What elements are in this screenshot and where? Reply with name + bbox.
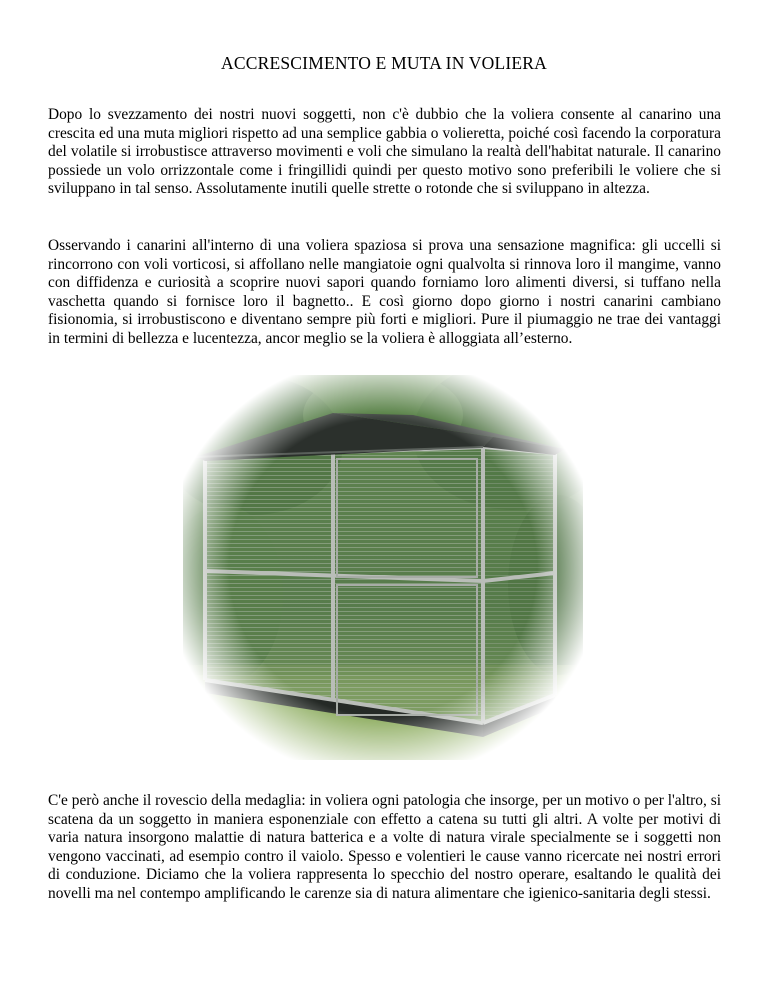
paragraph-intro: Dopo lo svezzamento dei nostri nuovi soggetti, non c'è dubbio che la voliera consente al canarino una crescita ed una muta migliori rispetto ad una semplice gabbia o volieretta, poiché così facendo la corporatura del volatile si irrobustisce attraverso movimenti e voli che simulano la realtà dell'habitat naturale. Il canarino possiede un volo orrizzontale come i fringillidi quindi per questo motivo sono preferibili le voliere che si sviluppano in tal senso. Assolutamente inutili quelle strette o rotonde che si sviluppano in altezza. (48, 106, 721, 198)
paragraph-drawbacks: C'e però anche il rovescio della medaglia: in voliera ogni patologia che insorge, per un motivo o per l'altro, si scatena da un soggetto in maniera esponenziale con effetto a catena su tutti gli altri. A volte per motivi di varia natura insorgono malattie di natura batterica e a volte di natura virale specialmente se i soggetti non vengono vaccinati, ad esempio contro il vaiolo. Spesso e volentieri le cause vanno ricercate nei nostri errori di conduzione. Diciamo che la voliera rappresenta lo specchio del nostro operare, esaltando le qualità dei novelli ma nel contempo amplificando le carenze sia di natura alimentare che igienico-sanitaria degli stessi. (48, 792, 721, 902)
aviary-photo (183, 375, 583, 760)
paragraph-observation: Osservando i canarini all'interno di una voliera spaziosa si prova una sensazione magnifica: gli uccelli si rincorrono con voli vorticosi, si affollano nelle mangiatoie ogni qualvolta si rinnova loro il mangime, vanno con diffidenza e curiosità a scoprire nuovi sapori quando forniamo loro alimenti diversi, si tuffano nella vaschetta quando si fornisce loro il bagnetto.. E così giorno dopo giorno i nostri canarini cambiano fisionomia, si irrobustiscono e diventano sempre più forti e migliori. Pure il piumaggio ne trae dei vantaggi in termini di bellezza e lucentezza, ancor meglio se la voliera è alloggiata all’esterno. (48, 237, 721, 347)
page-title: ACCRESCIMENTO E MUTA IN VOLIERA (221, 53, 547, 73)
